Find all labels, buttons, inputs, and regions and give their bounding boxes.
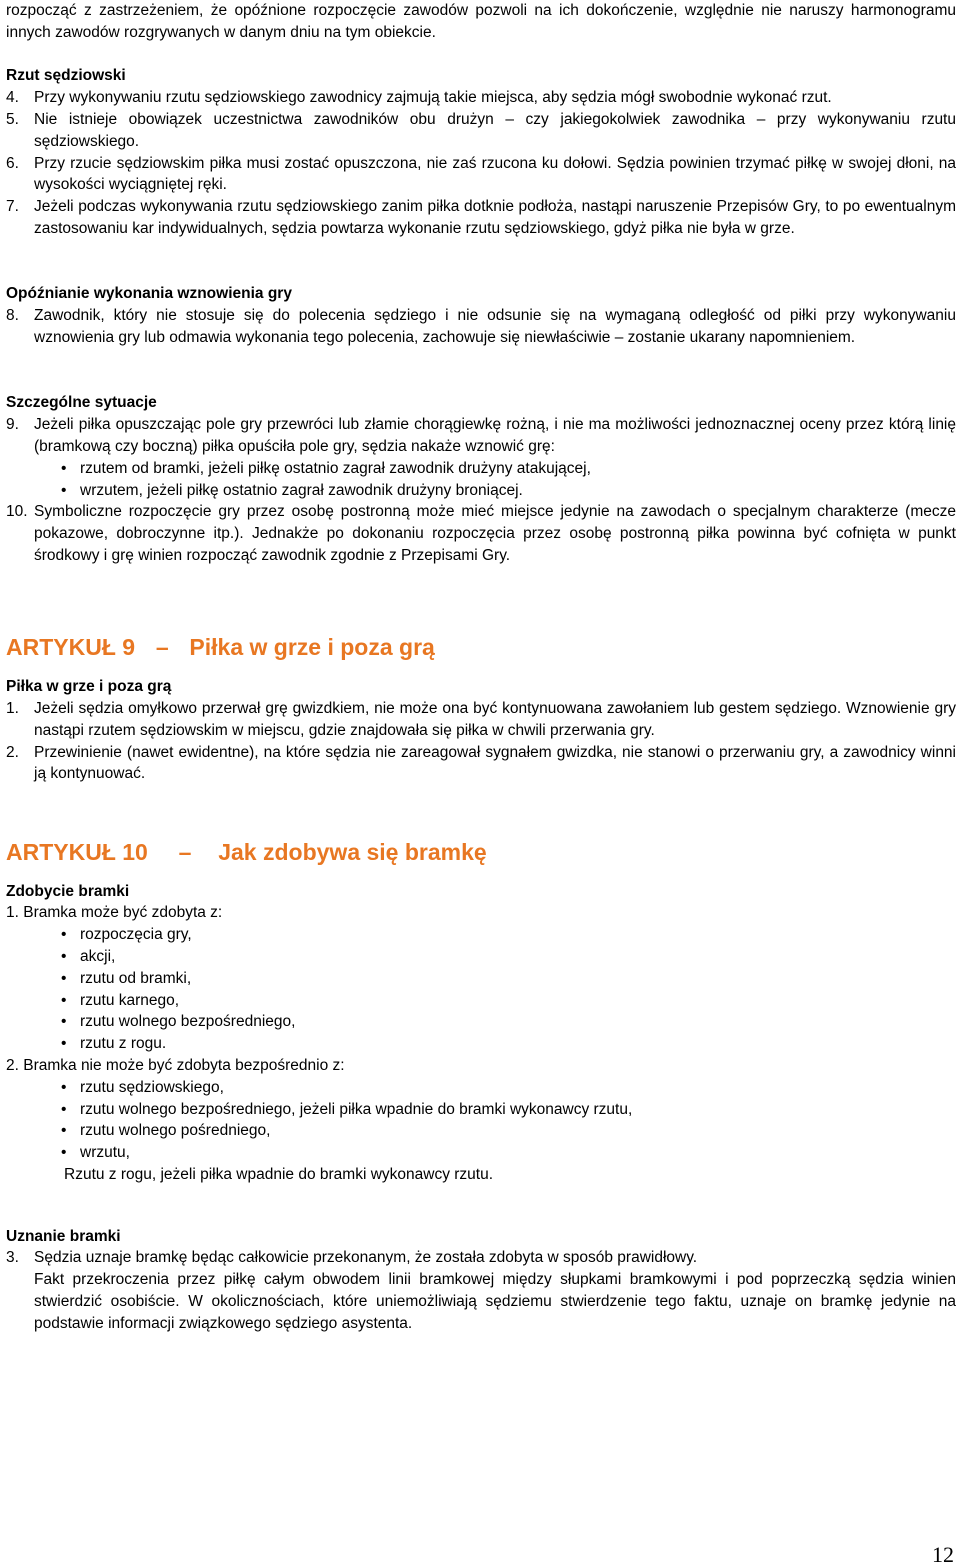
uznanie-paragraph: Fakt przekroczenia przez piłkę całym obwodem linii bramkowej między słupkami bramkowymi i pod poprzeczką sędzia winien stwierdzić osobiście. W okolicznościach, które uniemożliwiają sędziemu stwierdzenie tego faktu, uznaje on bramkę jedynie na podstawie informacji związkowego sędziego asystenta.	[34, 1271, 956, 1332]
section-heading-szczegolne: Szczególne sytuacje	[6, 394, 157, 412]
spacer	[6, 829, 956, 837]
item-number: 8.	[6, 307, 19, 325]
article-10-title	[6, 837, 956, 867]
item-number: 10.	[6, 503, 28, 521]
spacer	[6, 589, 956, 611]
bullet-text: rzutu od bramki,	[80, 969, 192, 987]
bullet-item	[6, 1120, 956, 1142]
intro-paragraph: rozpocząć z zastrzeżeniem, że opóźnione rozpoczęcie zawodów pozwoli na ich dokończenie, względnie nie naruszy harmonogramu innych zawodów rozgrywanych w danym dniu na tym obiekcie.	[6, 2, 956, 41]
spacer	[6, 262, 956, 284]
article-9-dash: –	[155, 634, 169, 661]
bullet-text: rzutem od bramki, jeżeli piłkę ostatnio zagrał zawodnik drużyny atakującej,	[80, 459, 591, 477]
zdobycie-after-list: Rzutu z rogu, jeżeli piłka wpadnie do bramki wykonawcy rzutu.	[64, 1166, 494, 1184]
list-item	[6, 87, 956, 109]
item-number: 2.	[6, 743, 19, 761]
bullet-text: rzutu wolnego pośredniego,	[80, 1122, 271, 1140]
bullet-text: rzutu z rogu.	[80, 1035, 167, 1053]
bullet-icon: •	[61, 459, 67, 477]
list-item	[6, 414, 956, 458]
item-text: Zawodnik, który nie stosuje się do polecenia sędziego i nie odsunie się na wymaganą odległość od piłki przy wykonywaniu wznowienia gry lub odmawia wykonania tego polecenia, zachowuje się niewłaściwie – zostanie ukarany napomnieniem.	[34, 307, 956, 346]
bullet-icon: •	[61, 991, 67, 1009]
section-heading-pilka: Piłka w grze i poza grą	[6, 678, 172, 696]
list-item	[6, 305, 956, 349]
section-heading-uznanie: Uznanie bramki	[6, 1227, 121, 1245]
item-number: 9.	[6, 416, 19, 434]
bullet-item	[6, 1033, 956, 1055]
spacer	[6, 807, 956, 829]
spacer	[6, 867, 956, 881]
list-item	[6, 109, 956, 153]
bullet-icon: •	[61, 1122, 67, 1140]
bullet-icon: •	[61, 481, 67, 499]
bullet-item	[6, 1142, 956, 1164]
article-9-number: ARTYKUŁ 9	[6, 634, 136, 661]
item-text: Jeżeli piłka opuszczając pole gry przewróci lub złamie chorągiewkę rożną, i nie ma możliwości jednoznacznej oceny przez którą linię (bramkową czy boczną) piłka opuściła pole gry, sędzia nakaże wznowić grę:	[34, 416, 956, 455]
list-item	[6, 153, 956, 197]
article-10-subject: Jak zdobywa się bramkę	[218, 838, 487, 865]
document-page	[6, 0, 956, 1335]
spacer	[6, 662, 956, 676]
bullet-icon: •	[61, 948, 67, 966]
bullet-icon: •	[61, 969, 67, 987]
spacer	[6, 1208, 956, 1226]
bullet-item	[6, 968, 956, 990]
page-number: 12	[932, 1542, 954, 1567]
list-item	[6, 501, 956, 566]
spacer	[6, 349, 956, 371]
item-number: 7.	[6, 198, 19, 216]
bullet-text: akcji,	[80, 948, 116, 966]
bullet-text: rzutu wolnego bezpośredniego,	[80, 1013, 296, 1031]
spacer	[6, 371, 956, 393]
bullet-item	[6, 946, 956, 968]
list-item	[6, 196, 956, 240]
bullet-item	[6, 1011, 956, 1033]
item-text: Symboliczne rozpoczęcie gry przez osobę postronną może mieć miejsce jedynie na zawodach o specjalnym charakterze (mecze pokazowe, dobroczynne itp.). Jednakże po dokonaniu rozpoczęcia przez osobę postronną piłka powinna być cofnięta w punkt środkowy i grę winien rozpocząć zawodnik zgodnie z Przepisami Gry.	[34, 503, 956, 564]
article-10-dash: –	[178, 838, 192, 865]
spacer	[6, 240, 956, 262]
bullet-text: wrzutem, jeżeli piłkę ostatnio zagrał zawodnik drużyny broniącej.	[80, 481, 523, 499]
bullet-icon: •	[61, 926, 67, 944]
section-heading-rzut: Rzut sędziowski	[6, 67, 126, 85]
item-number: 3.	[6, 1249, 19, 1267]
article-10-number: ARTYKUŁ 10	[6, 838, 148, 865]
bullet-icon: •	[61, 1144, 67, 1162]
item-number: 6.	[6, 154, 19, 172]
bullet-icon: •	[61, 1078, 67, 1096]
bullet-icon: •	[61, 1013, 67, 1031]
list-item	[6, 698, 956, 742]
zdobycie-line-2: 2. Bramka nie może być zdobyta bezpośrednio z:	[6, 1057, 345, 1075]
item-text: Jeżeli sędzia omyłkowo przerwał grę gwizdkiem, nie może ona być kontynuowana zawołaniem lub gestem sędziego. Wznowienie gry nastąpi rzutem sędziowskim w miejscu, gdzie znajdowała się piłka w chwili przerwania gry.	[34, 699, 956, 739]
bullet-item	[6, 458, 956, 480]
item-number: 5.	[6, 110, 19, 128]
item-text: Sędzia uznaje bramkę będąc całkowicie przekonanym, że została zdobyta w sposób prawidłowy.	[34, 1249, 698, 1267]
bullet-item	[6, 1077, 956, 1099]
article-9-title	[6, 632, 956, 662]
bullet-icon: •	[61, 1035, 67, 1053]
item-number: 1.	[6, 699, 19, 717]
bullet-text: rzutu sędziowskiego,	[80, 1078, 224, 1096]
list-item	[6, 1247, 956, 1269]
item-text: Przewinienie (nawet ewidentne), na które sędzia nie zareagował sygnałem gwizdka, nie stanowi o przerwaniu gry, a zawodnicy winni ją kontynuować.	[34, 743, 956, 783]
bullet-text: rozpoczęcia gry,	[80, 926, 192, 944]
bullet-item	[6, 480, 956, 502]
bullet-list	[6, 1077, 956, 1164]
zdobycie-line-1: 1. Bramka może być zdobyta z:	[6, 904, 223, 922]
item-text: Przy rzucie sędziowskim piłka musi zostać opuszczona, nie zaś rzucona ku dołowi. Sędzia powinien trzymać piłkę w swojej dłoni, na wysokości wyciągniętej ręki.	[34, 154, 956, 194]
spacer	[6, 1186, 956, 1208]
bullet-text: rzutu karnego,	[80, 991, 180, 1009]
spacer	[6, 610, 956, 632]
item-text: Nie istnieje obowiązek uczestnictwa zawodników obu drużyn – czy jakiegokolwiek zawodnika – przy wykonywaniu rzutu sędziowskiego.	[34, 110, 956, 150]
spacer	[6, 44, 956, 66]
spacer	[6, 785, 956, 807]
bullet-item	[6, 1099, 956, 1121]
item-text: Jeżeli podczas wykonywania rzutu sędziowskiego zanim piłka dotknie podłoża, nastąpi naruszenie Przepisów Gry, to po ewentualnym zastosowaniu kar indywidualnych, sędzia powtarza wykonanie rzutu sędziowskiego, gdyż piłka nie była w grze.	[34, 198, 956, 237]
bullet-list	[6, 924, 956, 1055]
article-9-subject: Piłka w grze i poza grą	[189, 634, 435, 661]
bullet-text: rzutu wolnego bezpośredniego, jeżeli piłka wpadnie do bramki wykonawcy rzutu,	[80, 1100, 633, 1118]
bullet-list	[6, 458, 956, 502]
section-heading-opoznianie: Opóźnianie wykonania wznowienia gry	[6, 285, 292, 303]
spacer	[6, 567, 956, 589]
list-item	[6, 742, 956, 786]
item-number: 4.	[6, 89, 19, 107]
bullet-icon: •	[61, 1100, 67, 1118]
bullet-text: wrzutu,	[80, 1144, 130, 1162]
bullet-item	[6, 924, 956, 946]
section-heading-zdobycie: Zdobycie bramki	[6, 882, 130, 900]
item-text: Przy wykonywaniu rzutu sędziowskiego zawodnicy zajmują takie miejsca, aby sędzia mógł swobodnie wykonać rzut.	[34, 89, 832, 107]
bullet-item	[6, 990, 956, 1012]
